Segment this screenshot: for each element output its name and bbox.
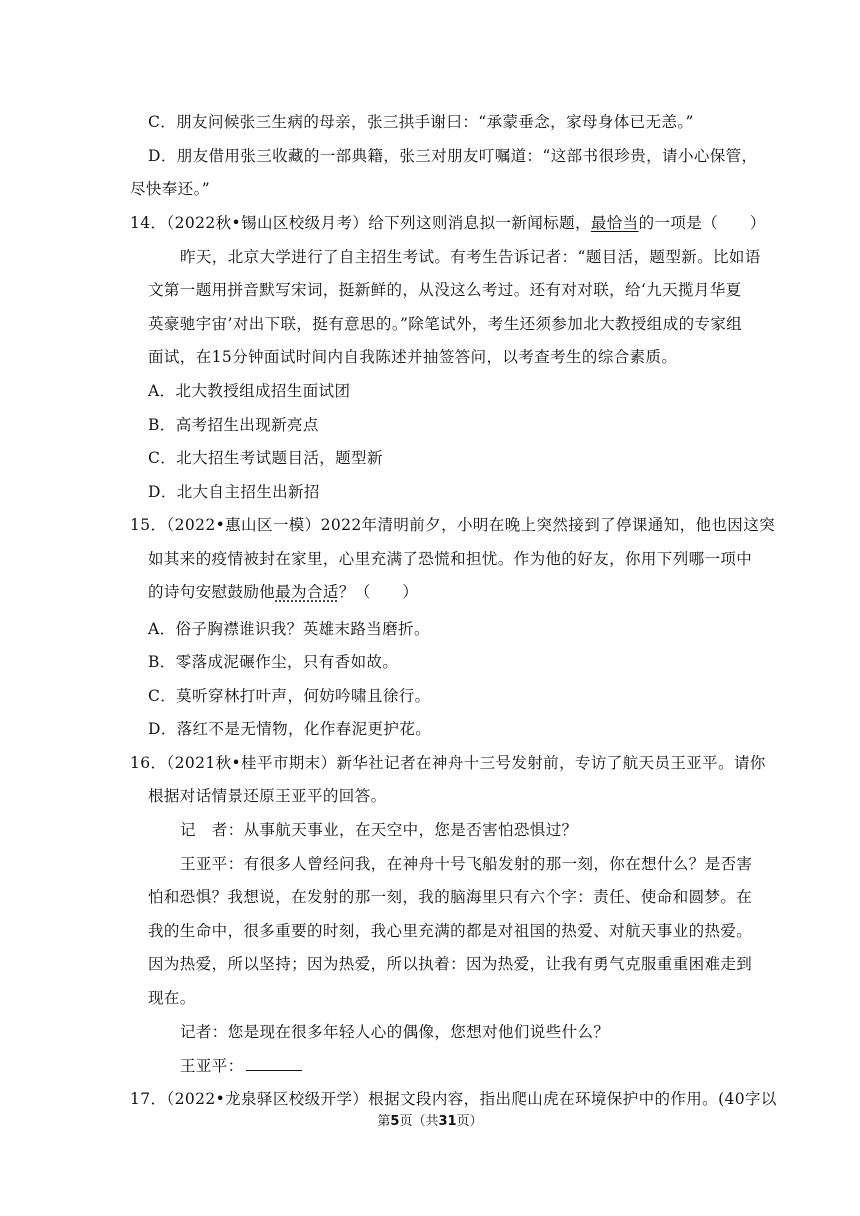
q16-dialog-line: 我的生命中，很多重要的时刻，我心里充满的都是对祖国的热爱、对航天事业的热爱。	[148, 922, 753, 940]
q13-option-d: D．朋友借用张三收藏的一部典籍，张三对朋友叮嘱道：“这部书很珍贵，请小心保管，	[148, 147, 758, 165]
q14-option-c: C．北大招生考试题目活，题型新	[148, 449, 383, 467]
q16-dialog-line: 怕和恐惧？我想说，在发射的那一刻，我的脑海里只有六个字：责任、使命和圆梦。在	[148, 888, 753, 906]
q16-dialog-line: 现在。	[148, 989, 196, 1007]
q16-dialog-line: 王亚平：有很多人曾经问我，在神舟十号飞船发射的那一刻，你在想什么？是否害	[180, 855, 753, 873]
footer-prefix: 第	[377, 1114, 391, 1129]
q15-stem-cont: 如其来的疫情被封在家里，心里充满了恐慌和担忧。作为他的好友，你用下列哪一项中	[148, 550, 753, 568]
q15-stem-prefix: 的诗句安慰鼓励他	[148, 583, 276, 601]
q14-stem	[130, 212, 766, 234]
page-footer	[0, 1113, 860, 1131]
q16-dialog-line: 记 者：从事航天事业，在天空中，您是否害怕恐惧过？	[180, 821, 578, 839]
q14-stem-emphasis: 最恰当	[590, 214, 639, 232]
q16-stem: 16．（2021秋•桂平市期末）新华社记者在神舟十三号发射前，专访了航天员王亚平。请你	[130, 754, 766, 772]
q14-option-a: A．北大教授组成招生面试团	[148, 382, 351, 400]
q13-option-c: C．朋友问候张三生病的母亲，张三拱手谢曰：“承蒙垂念，家母身体已无恙。”	[148, 113, 694, 131]
q14-passage-line: 昨天，北京大学进行了自主招生考试。有考生告诉记者：“题目活，题型新。比如语	[180, 248, 761, 266]
q14-passage-line: 英豪驰宇宙’对出下联，挺有意思的。”除笔试外，考生还须参加北大教授组成的专家组	[148, 315, 743, 333]
footer-suffix: 页）	[456, 1114, 483, 1129]
q16-answer-line	[180, 1054, 302, 1077]
q14-passage-line: 文第一题用拼音默写宋词，挺新鲜的，从没这么考过。还有对对联，给‘九天揽月华夏	[148, 281, 742, 299]
q16-dialog-line: 记者：您是现在很多年轻人心的偶像，您想对他们说些什么？	[180, 1023, 610, 1041]
q16-dialog-line: 因为热爱，所以坚持；因为热爱，所以执着：因为热爱，让我有勇气克服重重困难走到	[148, 955, 753, 973]
q16-answer-label: 王亚平：	[180, 1057, 244, 1075]
q14-stem-prefix: 14．（2022秋•锡山区校级月考）给下列这则消息拟一新闻标题，	[130, 214, 591, 232]
q13-option-d-cont: 尽快奉还。”	[130, 180, 211, 198]
q14-passage-line: 面试，在15分钟面试时间内自我陈述并抽签答问，以考查考生的综合素质。	[148, 348, 678, 366]
q14-stem-suffix: 的一项是（ ）	[638, 214, 766, 232]
answer-blank[interactable]	[246, 1054, 302, 1071]
footer-page-number: 5	[390, 1114, 400, 1129]
q14-option-d: D．北大自主招生出新招	[148, 483, 320, 501]
q14-option-b: B．高考招生出现新亮点	[148, 416, 319, 434]
q16-stem-cont: 根据对话情景还原王亚平的回答。	[148, 787, 387, 805]
q17-stem: 17．（2022•龙泉驿区校级开学）根据文段内容，指出爬山虎在环境保护中的作用。(40字以	[130, 1090, 777, 1108]
q15-stem-cont	[148, 581, 418, 603]
q15-option-d: D．落红不是无情物，化作春泥更护花。	[148, 720, 432, 738]
q15-option-b: B．零落成泥碾作尘，只有香如故。	[148, 653, 399, 671]
q15-option-c: C．莫听穿林打叶声，何妨吟啸且徐行。	[148, 687, 431, 705]
q15-option-a: A．俗子胸襟谁识我？英雄末路当磨折。	[148, 620, 430, 638]
footer-mid: 页（共	[399, 1114, 439, 1129]
q15-stem: 15．（2022•惠山区一模）2022年清明前夕，小明在晚上突然接到了停课通知，他也因这突	[130, 516, 776, 534]
q15-stem-suffix: ？（ ）	[338, 583, 419, 601]
q15-stem-emphasis: 最为合适	[275, 583, 339, 601]
footer-total-pages: 31	[438, 1114, 457, 1129]
